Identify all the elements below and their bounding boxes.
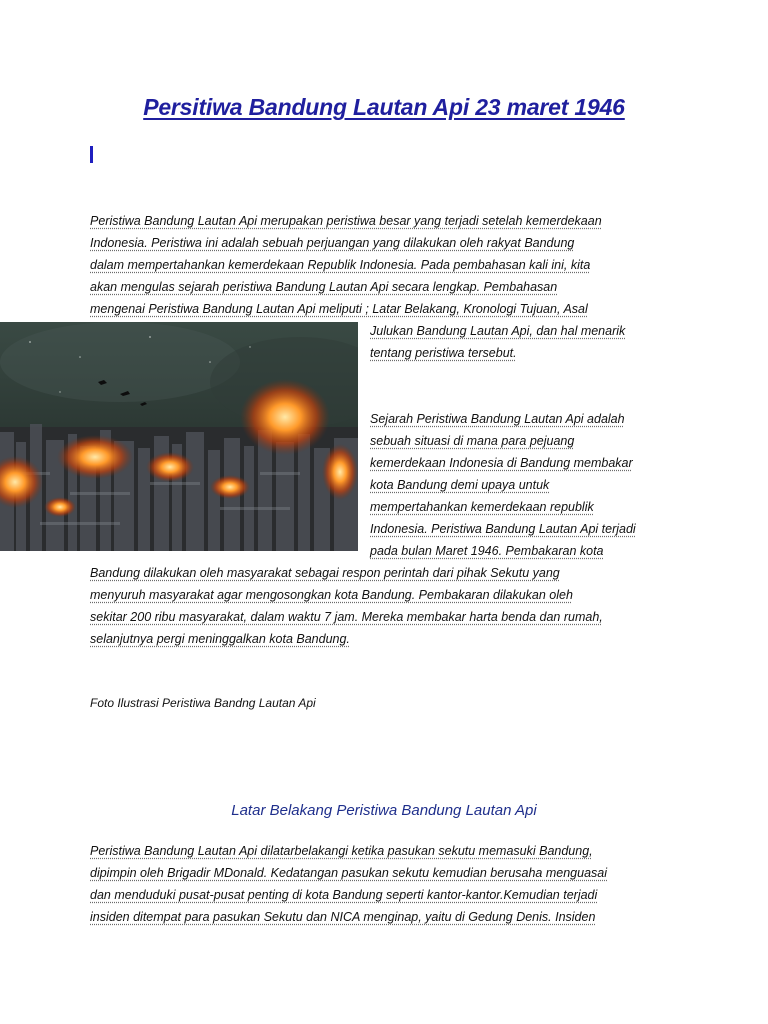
text-line: dipimpin oleh Brigadir MDonald. Kedatangan pasukan sekutu kemudian berusaha menguasai [90,866,607,880]
history-paragraph-wrap [370,408,636,562]
text-line: Peristiwa Bandung Lautan Api dilatarbelakangi ketika pasukan sekutu memasuki Bandung, [90,844,593,858]
text-line: mempertahankan kemerdekaan republik [370,500,594,514]
text-line: insiden ditempat para pasukan Sekutu dan NICA menginap, yaitu di Gedung Denis. Insiden [90,910,596,924]
text-line: Indonesia. Peristiwa Bandung Lautan Api terjadi [370,522,636,536]
history-paragraph [90,562,603,650]
text-line: Peristiwa Bandung Lautan Api merupakan peristiwa besar yang terjadi setelah kemerdekaan [90,214,602,228]
text-line: Bandung dilakukan oleh masyarakat sebagai respon perintah dari pihak Sekutu yang [90,566,560,580]
page-title: Persitiwa Bandung Lautan Api 23 maret 1946 [143,94,625,120]
background-paragraph [90,840,607,928]
text-line: dan menduduki pusat-pusat penting di kota Bandung seperti kantor-kantor.Kemudian terjadi [90,888,598,902]
text-line: Julukan Bandung Lautan Api, dan hal menarik [370,324,626,338]
text-line: Indonesia. Peristiwa ini adalah sebuah perjuangan yang dilakukan oleh rakyat Bandung [90,236,575,250]
text-cursor [90,146,93,163]
text-line: Sejarah Peristiwa Bandung Lautan Api adalah [370,412,625,426]
text-line: menyuruh masyarakat agar mengosongkan kota Bandung. Pembakaran dilakukan oleh [90,588,573,602]
intro-paragraph-wrap [370,320,625,364]
photo-caption: Foto Ilustrasi Peristiwa Bandng Lautan Api [90,696,316,710]
section-title: Latar Belakang Peristiwa Bandung Lautan Api [231,802,537,819]
text-line: sekitar 200 ribu masyarakat, dalam waktu 7 jam. Mereka membakar harta benda dan rumah, [90,610,603,624]
text-line: tentang peristiwa tersebut. [370,346,517,360]
text-line: kota Bandung demi upaya untuk [370,478,550,492]
text-line: kemerdekaan Indonesia di Bandung membakar [370,456,633,470]
text-line: dalam mempertahankan kemerdekaan Republik Indonesia. Pada pembahasan kali ini, kita [90,258,591,272]
intro-paragraph [90,210,602,320]
bandung-fire-illustration [0,322,358,551]
text-line: pada bulan Maret 1946. Pembakaran kota [370,544,604,558]
text-line: sebuah situasi di mana para pejuang [370,434,575,448]
text-line: selanjutnya pergi meninggalkan kota Bandung. [90,632,350,646]
text-line: akan mengulas sejarah peristiwa Bandung Lautan Api secara lengkap. Pembahasan [90,280,558,294]
text-line: mengenai Peristiwa Bandung Lautan Api meliputi ; Latar Belakang, Kronologi Tujuan, Asal [90,302,588,316]
